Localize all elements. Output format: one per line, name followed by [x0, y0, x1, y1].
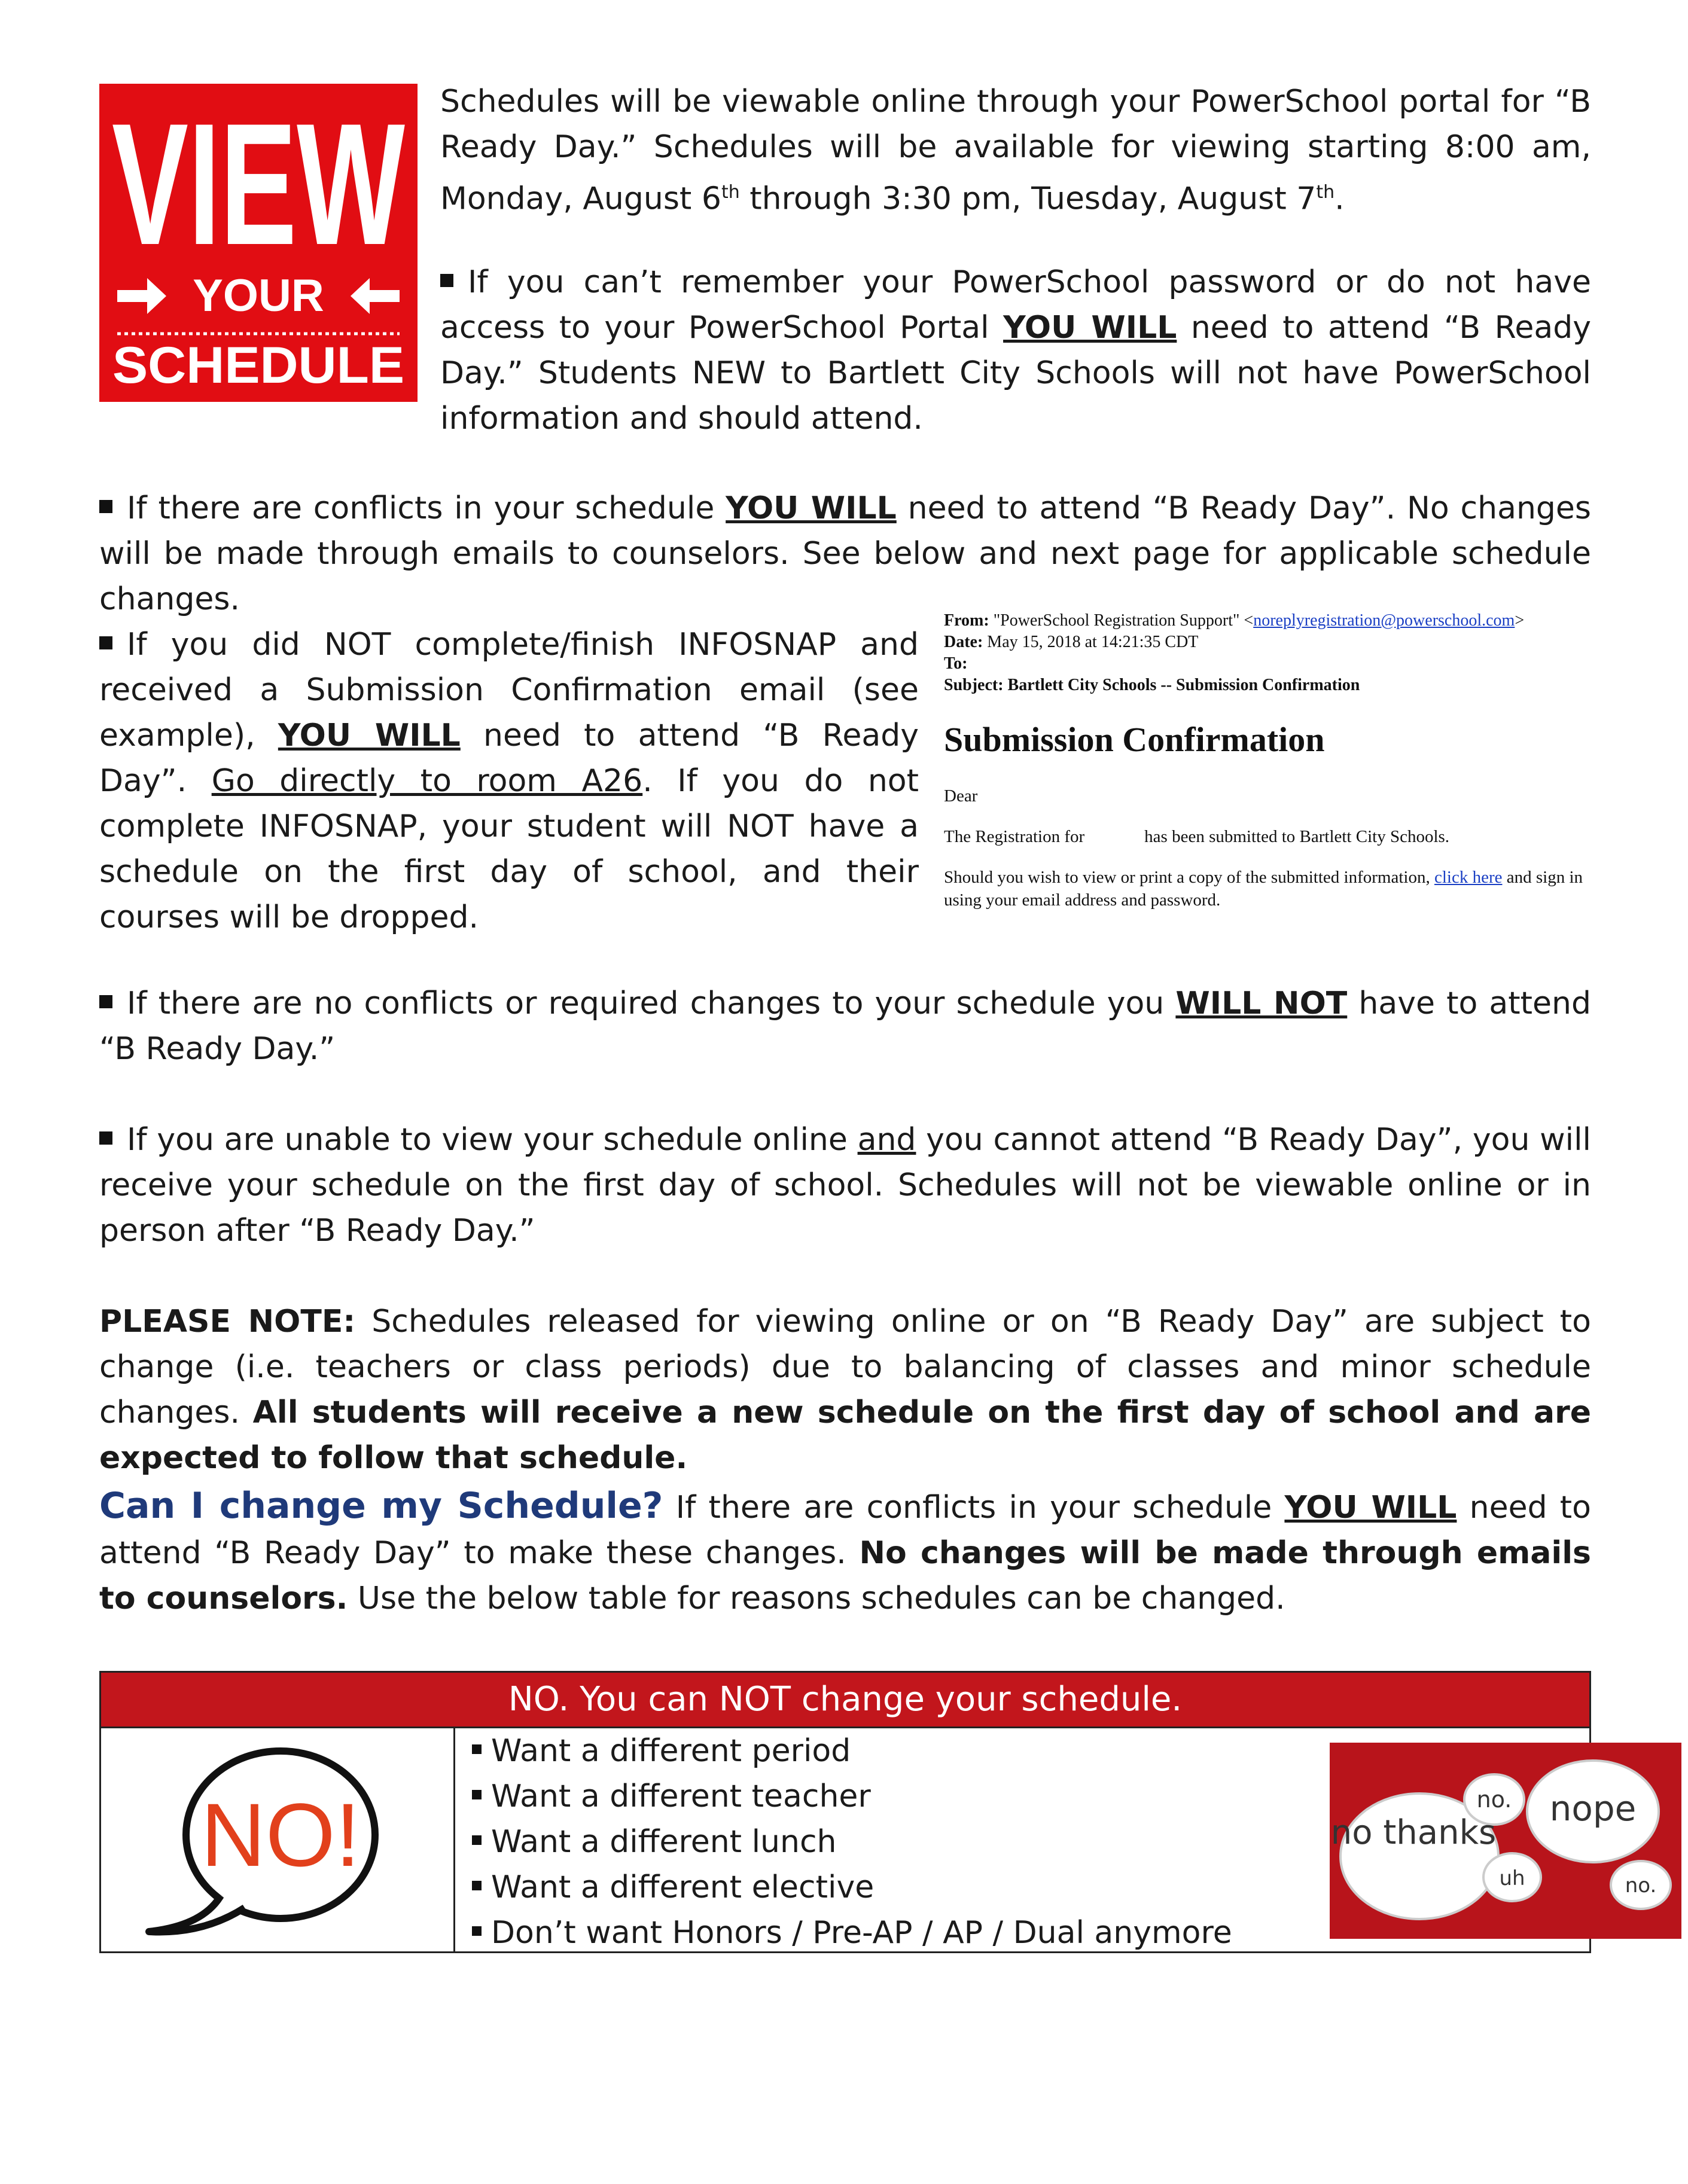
email-subject-line: Subject: Bartlett City Schools -- Submission Confirmation — [944, 676, 1360, 694]
click-here-link[interactable]: click here — [1434, 868, 1503, 887]
infosnap-paragraph: If you did NOT complete/finish INFOSNAP and received a Submission Confirmation email (see example), YOU WILL need to attend “B Ready Day”. Go directly to room A26. If you do not complete INFOSNAP, your student will NOT have a schedule on the first day of school, and their courses will be dropped. — [99, 627, 919, 935]
unable-paragraph: If you are unable to view your schedule online and you cannot attend “B Ready Day”, you will receive your schedule on the first day of school. Schedules will not be viewable online or in person after “B Ready Day.” — [99, 1122, 1591, 1249]
list-item: Want a different period — [472, 1728, 1232, 1774]
conflicts-paragraph: If there are conflicts in your schedule YOU WILL need to attend “B Ready Day”. No changes will be made through emails to counselors. See below and next page for applicable schedule changes. — [99, 490, 1591, 617]
arrow-right-icon — [117, 278, 166, 314]
view-your-schedule-logo — [99, 84, 418, 402]
bubble-no-text: no. — [1476, 1786, 1512, 1813]
table-header: NO. You can NOT change your schedule. — [101, 1673, 1589, 1727]
no-speech-bubble-icon — [101, 1728, 452, 1950]
email-registration-line: The Registration for has been submitted to Bartlett City Schools. — [944, 827, 1450, 846]
logo-graphic — [99, 84, 418, 402]
list-item: Don’t want Honors / Pre-AP / AP / Dual anymore — [472, 1910, 1232, 1956]
logo-view-text: VIEW — [112, 87, 406, 281]
list-item: Want a different lunch — [472, 1819, 1232, 1865]
no-thanks-graphic — [1330, 1743, 1681, 1939]
reasons-list — [472, 1728, 1232, 1956]
bullet-icon — [99, 995, 112, 1008]
email-example — [944, 610, 1608, 945]
change-heading: Can I change my Schedule? — [99, 1485, 663, 1527]
reasons-cell — [455, 1727, 1657, 1951]
bubble-uh-text: uh — [1499, 1866, 1525, 1890]
list-item: Want a different elective — [472, 1865, 1232, 1910]
please-note-paragraph: PLEASE NOTE: Schedules released for viewing online or on “B Ready Day” are subject to change (i.e. teachers or class periods) due to balancing of classes and minor schedule changes. All students will receive a new schedule on the first day of school and are expected to follow that schedule. — [99, 1304, 1591, 1476]
bubble-no2-text: no. — [1625, 1874, 1657, 1898]
bullet-icon — [99, 1131, 112, 1145]
password-paragraph: If you can’t remember your PowerSchool password or do not have access to your PowerSchool Portal YOU WILL need to attend “B Ready Day.” Students NEW to Bartlett City Schools will not have PowerSchool information and should attend. — [440, 264, 1591, 437]
no-conflict-paragraph: If there are no conflicts or required changes to your schedule you WILL NOT have to attend “B Ready Day.” — [99, 986, 1591, 1067]
no-thanks-text: no thanks — [1330, 1813, 1497, 1852]
schedule-change-table — [99, 1671, 1657, 1953]
email-dear: Dear — [944, 786, 978, 806]
email-date-line: Date: May 15, 2018 at 14:21:35 CDT — [944, 633, 1199, 651]
email-view-line: Should you wish to view or print a copy of the submitted information, click here and sign in using your email address and password. — [944, 868, 1583, 910]
logo-your-text: YOUR — [193, 270, 324, 321]
logo-schedule-text: SCHEDULE — [112, 337, 404, 394]
speech-bubbles-icon — [1330, 1743, 1681, 1939]
no-bubble-text: NO! — [200, 1785, 361, 1885]
intro-paragraph: Schedules will be viewable online through your PowerSchool portal for “B Ready Day.” Schedules will be available for viewing starting 8:00 am, Monday, August 6th through 3:30 pm, Tuesday, August 7th. — [440, 84, 1591, 217]
bullet-icon — [99, 500, 112, 513]
bubble-nope-text: nope — [1549, 1788, 1637, 1829]
no-bubble-cell — [101, 1727, 455, 1951]
list-item: Want a different teacher — [472, 1774, 1232, 1819]
email-from-line: From: "PowerSchool Registration Support" <noreplyregistration@powerschool.com> — [944, 611, 1525, 630]
change-schedule-paragraph: Can I change my Schedule? If there are conflicts in your schedule YOU WILL need to attend “B Ready Day” to make these changes. No changes will be made through emails to counselors. Use the below table for reasons schedules can be changed. — [99, 1485, 1591, 1616]
arrow-left-icon — [351, 278, 400, 314]
email-to-line: To: — [944, 654, 968, 673]
bullet-icon — [440, 274, 453, 287]
email-title: Submission Confirmation — [944, 720, 1325, 759]
bullet-icon — [99, 636, 112, 649]
